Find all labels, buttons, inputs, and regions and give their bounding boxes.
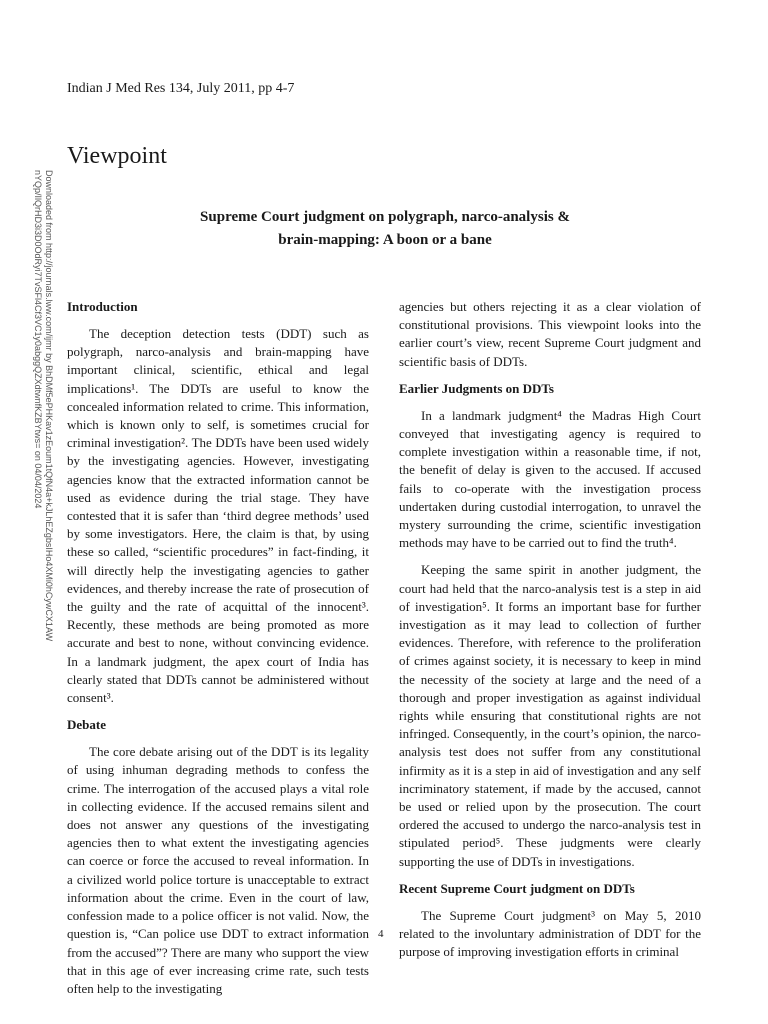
introduction-heading: Introduction — [67, 299, 138, 314]
earlier-judgments-paragraph-2: Keeping the same spirit in another judgment, the court had held that the narco-analysis test is a step in aid of investigation⁵. It forms an important base for further investigation as it may lead to collection of further evidences. Therefore, with reference to the proliferation of crimes against society, it is necessary to keep in mind the necessity of the society at large and the need of a thorough and proper investigation as against individual rights while ensuring that constitutional rights are not infringed. Consequently, in the court’s opinion, the narco-analysis test does not suffer from any constitutional infirmity as it is a step in aid of investigation and any self incriminatory statement, if made by the accused, cannot be used or relied upon by the prosecution. The court ordered the accused to undergo the narco-analysis test in stipulated period⁵. These judgments were clearly supporting the use of DDTs in investigations. — [399, 562, 701, 869]
download-watermark-line-1: Downloaded from http://journals.lww.com/ijmr by BhDMf5ePHKav1zEoum1tQfN4a+kJLhEZgbsIHo4XMi0hCywCX1AW — [44, 170, 54, 642]
download-watermark-line-2: nYQp/IlQrHD3i3D0OdRyi7TvSFl4Cf3VC1y0abggQZXdtwnfKZBYtws= on 04/04/2024 — [33, 170, 43, 509]
article-title — [120, 206, 650, 252]
recent-judgment-paragraph: The Supreme Court judgment³ on May 5, 2010 related to the involuntary administration of DDT for the purpose of improving investigation efforts in criminal — [399, 907, 701, 960]
section-label: Viewpoint — [67, 143, 167, 169]
earlier-judgments-heading: Earlier Judgments on DDTs — [399, 380, 554, 396]
page-number: 4 — [378, 928, 384, 940]
journal-reference: Indian J Med Res 134, July 2011, pp 4-7 — [67, 81, 295, 96]
debate-heading: Debate — [67, 717, 106, 733]
introduction-paragraph: The deception detection tests (DDT) such as polygraph, narco-analysis and brain-mapping have important clinical, scientific, ethical and legal implications¹. The DDTs are useful to know the concealed information related to crime. This information, which is known only to self, is sometimes crucial for criminal investigation². The DDTs have been used widely by the investigating agencies. However, investigating agencies know that the extracted information cannot be used as evidence during the trial stage. They have contested that it is safer than ‘third degree methods’ used by some investigators. Here, the claim is that, by using these so called, “scientific procedures” in fact-finding, it will directly help the investigating agencies to gather evidences, and thereby increase the rate of prosecution of the guilty and the rate of acquittal of the innocent³. Recently, these methods are being promoted as more accurate and best to none, without convincing evidence. In a landmark judgment, the apex court of India has clearly stated that DDTs cannot be administered without consent³. — [67, 326, 369, 706]
continued-paragraph: agencies but others rejecting it as a clear violation of constitutional provisions. This viewpoint looks into the earlier court’s view, recent Supreme Court judgment and scientific basis of DDTs. — [399, 299, 701, 369]
left-column — [67, 298, 369, 1007]
article-title-line-1: Supreme Court judgment on polygraph, narco-analysis & — [200, 209, 570, 225]
right-column — [399, 298, 701, 971]
earlier-judgments-paragraph-1: In a landmark judgment⁴ the Madras High Court conveyed that investigating agency is required to complete investigation within a reasonable time, if not, the benefit of delay is given to the accused. If accused fails to co-operate with the investigation process undertaken during custodial interrogation, to unravel the mystery surrounding the crime, scientific investigation methods may have to be carried out to find the truth⁴. — [399, 407, 701, 551]
recent-judgment-heading: Recent Supreme Court judgment on DDTs — [399, 880, 635, 896]
debate-paragraph: The core debate arising out of the DDT is its legality of using inhuman degrading methods to confess the crime. The interrogation of the accused plays a vital role in collecting evidence. If the accused remains silent and does not answer any questions of the investigating agencies then to what extent the investigating agencies can coerce or force the accused to reveal information. In a civilized world police torture is unacceptable to extract information about the crime. Even in the court of law, confession made to a police officer is not valid. Now, the question is, “Can police use DDT to extract information from the accused”? There are many who support the view that in this age of ever increasing crime rate, such tests often help to the investigating — [67, 744, 369, 996]
article-title-line-2: brain-mapping: A boon or a bane — [278, 232, 492, 248]
download-watermark — [30, 170, 54, 642]
